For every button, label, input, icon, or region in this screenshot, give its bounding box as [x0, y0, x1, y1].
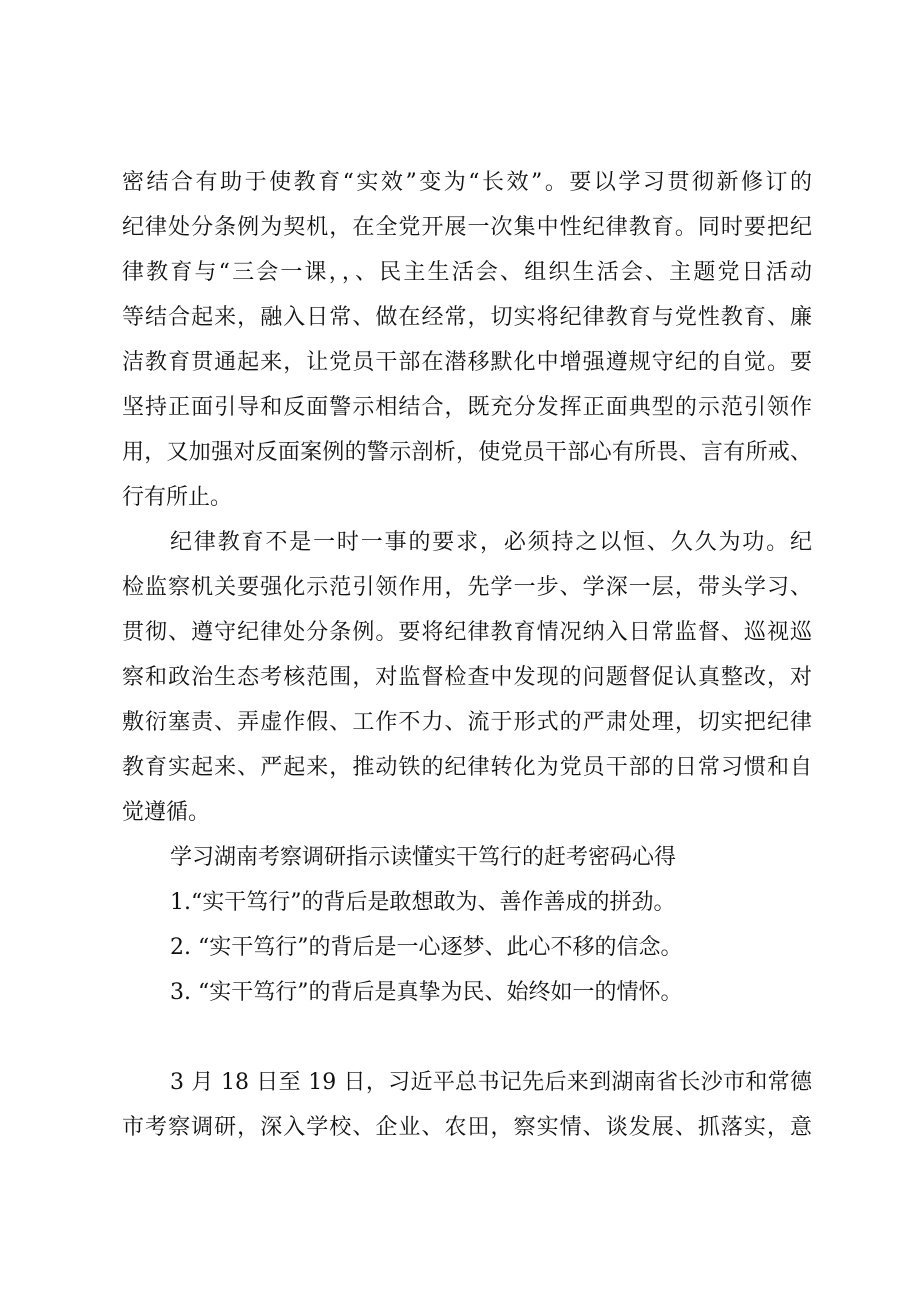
paragraph-line: 行有所止。 [122, 485, 233, 510]
paragraph-line: 检监察机关要强化示范引领作用，先学一步、学深一层，带头学习、 [122, 575, 812, 600]
paragraph-line: 敷衍塞责、弄虚作假、工作不力、流于形式的严肃处理，切实把纪律 [122, 710, 812, 735]
paragraph-line: 坚持正面引导和反面警示相结合，既充分发挥正面典型的示范引领作 [122, 395, 812, 420]
list-item: 2. “实干笃行”的背后是一心逐梦、此心不移的信念。 [170, 935, 683, 960]
paragraph-line: 律教育与“三会一课，，、民主生活会、组织生活会、主题党日活动 [122, 260, 812, 285]
list-item: 1.“实干笃行”的背后是敢想敢为、善作善成的拼劲。 [170, 890, 676, 915]
paragraph-line: 3 月 18 日至 19 日，习近平总书记先后来到湖南省长沙市和常德 [170, 1070, 812, 1095]
paragraph-line: 密结合有助于使教育“实效”变为“长效”。要以学习贯彻新修订的 [122, 170, 812, 195]
paragraph-line: 洁教育贯通起来，让党员干部在潜移默化中增强遵规守纪的自觉。要 [122, 350, 812, 375]
paragraph-line: 等结合起来，融入日常、做在经常，切实将纪律教育与党性教育、廉 [122, 305, 812, 330]
paragraph-line: 用，又加强对反面案例的警示剖析，使党员干部心有所畏、言有所戒、 [122, 440, 812, 465]
paragraph-line: 贯彻、遵守纪律处分条例。要将纪律教育情况纳入日常监督、巡视巡 [122, 620, 812, 645]
paragraph-line: 纪律教育不是一时一事的要求，必须持之以恒、久久为功。纪 [170, 530, 812, 555]
paragraph-line: 察和政治生态考核范围，对监督检查中发现的问题督促认真整改，对 [122, 665, 812, 690]
list-item: 3. “实干笃行”的背后是真挚为民、始终如一的情怀。 [170, 980, 683, 1005]
section-title: 学习湖南考察调研指示读懂实干笃行的赶考密码心得 [170, 845, 677, 870]
paragraph-line: 市考察调研，深入学校、企业、农田，察实情、谈发展、抓落实，意 [122, 1115, 812, 1140]
paragraph-line: 纪律处分条例为契机，在全党开展一次集中性纪律教育。同时要把纪 [122, 215, 812, 240]
paragraph-line: 觉遵循。 [122, 800, 211, 825]
paragraph-line: 教育实起来、严起来，推动铁的纪律转化为党员干部的日常习惯和自 [122, 755, 812, 780]
